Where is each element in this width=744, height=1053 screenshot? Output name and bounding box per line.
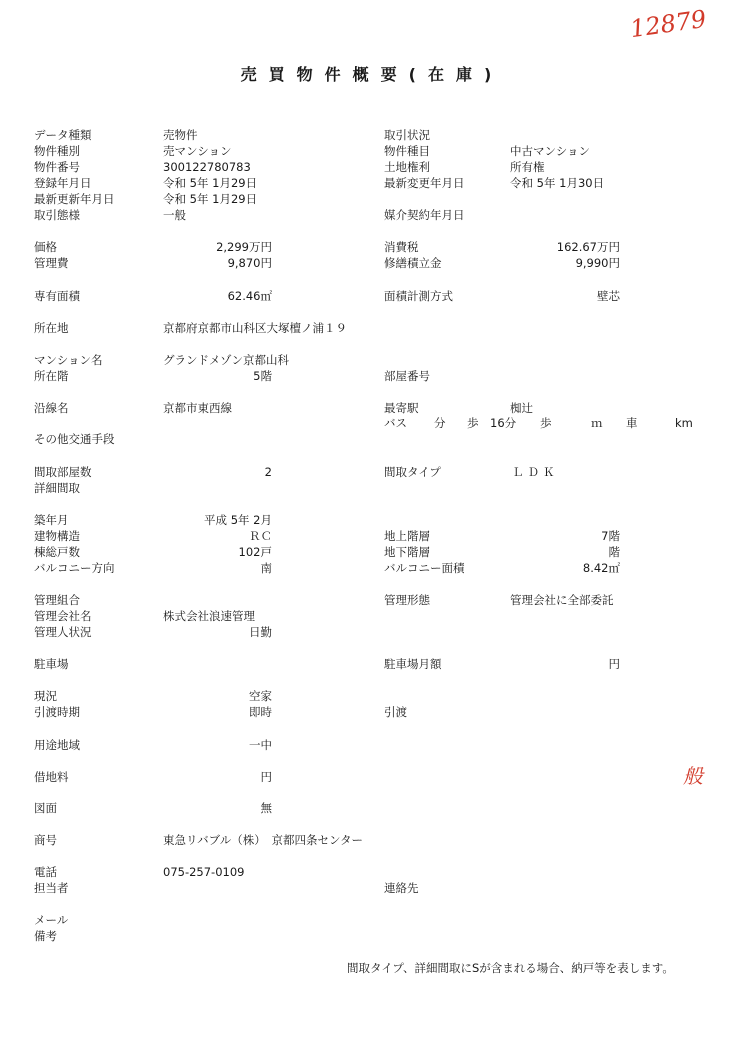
value-property-no: 300122780783 (163, 160, 251, 174)
value-area-method: 壁芯 (597, 289, 620, 303)
value-latest-change: 令和 5年 1月30日 (510, 176, 605, 190)
value-floors-above: 7階 (601, 529, 620, 543)
value-registered: 令和 5年 1月29日 (163, 176, 258, 190)
label-parking: 駐車場 (34, 657, 69, 671)
value-mgmt-form: 管理会社に全部委託 (510, 593, 614, 607)
label-handover: 引渡 (384, 705, 407, 719)
value-mgmt-company: 株式会社浪速管理 (163, 609, 255, 623)
value-phone: 075-257-0109 (163, 865, 245, 879)
label-status: 現況 (34, 689, 57, 703)
access-min: 分 (434, 416, 446, 430)
label-land-right: 土地権利 (384, 160, 430, 174)
handwritten-number: 12879 (628, 4, 708, 44)
handwritten-mark: 般 (683, 764, 703, 788)
value-repair-fund: 9,990円 (575, 256, 620, 270)
footnote: 間取タイプ、詳細間取にSが含まれる場合、納戸等を表します。 (347, 961, 674, 975)
value-parking-fee: 円 (608, 657, 620, 671)
label-units: 棟総戸数 (34, 545, 80, 559)
access-walk2: 歩 (540, 416, 552, 430)
access-walk: 歩 (467, 416, 479, 430)
label-category: 物件種目 (384, 144, 430, 158)
label-drawing: 図面 (34, 801, 57, 815)
value-balcony-area: 8.42㎡ (582, 561, 620, 575)
value-balcony-dir: 南 (260, 561, 272, 575)
value-land-rent: 円 (260, 770, 272, 784)
value-line: 京都市東西線 (163, 401, 232, 415)
label-staff: 担当者 (34, 881, 69, 895)
value-deal-mode: 一般 (163, 208, 186, 222)
label-remarks: 備考 (34, 929, 57, 943)
value-manager: 日勤 (249, 625, 272, 639)
value-property-kind: 売マンション (163, 144, 232, 158)
value-area: 62.46㎡ (227, 289, 272, 303)
page-title: 売買物件概要(在庫) (240, 65, 504, 84)
value-land-right: 所有権 (510, 160, 545, 174)
value-floor: 5階 (253, 369, 272, 383)
label-data-type: データ種類 (34, 128, 92, 142)
label-floor: 所在階 (34, 369, 69, 383)
label-parking-fee: 駐車場月額 (384, 657, 442, 671)
label-address: 所在地 (34, 321, 69, 335)
value-status: 空家 (249, 689, 272, 703)
label-balcony-dir: バルコニー方向 (34, 561, 115, 575)
label-handover-time: 引渡時期 (34, 705, 80, 719)
label-zoning: 用途地域 (34, 738, 80, 752)
label-assoc: 管理組合 (34, 593, 80, 607)
label-latest-change: 最新変更年月日 (384, 176, 465, 190)
label-line: 沿線名 (34, 401, 69, 415)
label-mansion: マンション名 (34, 353, 103, 367)
label-updated: 最新更新年月日 (34, 192, 115, 206)
value-trade-name: 東急リバブル（株） 京都四条センター (163, 833, 363, 847)
label-mgmt-form: 管理形態 (384, 593, 430, 607)
label-manager: 管理人状況 (34, 625, 92, 639)
label-land-rent: 借地料 (34, 770, 69, 784)
value-built: 平成 5年 2月 (204, 513, 272, 527)
access-m: ｍ (591, 416, 603, 430)
label-phone: 電話 (34, 865, 57, 879)
value-category: 中古マンション (510, 144, 590, 158)
label-deal-status: 取引状況 (384, 128, 430, 142)
value-price: 2,299万円 (216, 240, 272, 254)
label-station: 最寄駅 (384, 401, 419, 415)
value-station: 椥辻 (510, 401, 533, 415)
label-room-no: 部屋番号 (384, 369, 430, 383)
label-price: 価格 (34, 240, 57, 254)
label-property-no: 物件番号 (34, 160, 80, 174)
access-km: km (675, 416, 693, 430)
label-area-method: 面積計測方式 (384, 289, 453, 303)
value-units: 102戸 (238, 545, 272, 559)
access-car: 車 (626, 416, 638, 430)
label-structure: 建物構造 (34, 529, 80, 543)
label-contact: 連絡先 (384, 881, 419, 895)
label-floors-above: 地上階層 (384, 529, 430, 543)
label-room-detail: 詳細間取 (34, 481, 80, 495)
label-layout-type: 間取タイプ (384, 465, 441, 479)
label-other-transport: その他交通手段 (34, 432, 115, 446)
label-trade-name: 商号 (34, 833, 57, 847)
value-floors-below: 階 (608, 545, 620, 559)
label-balcony-area: バルコニー面積 (384, 561, 465, 575)
value-tax: 162.67万円 (556, 240, 620, 254)
value-mgmt-fee: 9,870円 (227, 256, 272, 270)
label-mgmt-fee: 管理費 (34, 256, 69, 270)
label-deal-mode: 取引態様 (34, 208, 80, 222)
value-address: 京都府京都市山科区大塚檀ノ浦１９ (163, 321, 347, 335)
value-data-type: 売物件 (163, 128, 198, 142)
label-area: 専有面積 (34, 289, 80, 303)
label-broker-contract: 媒介契約年月日 (384, 208, 465, 222)
label-rooms: 間取部屋数 (34, 465, 92, 479)
value-structure: ＲＣ (249, 529, 272, 543)
value-handover-time: 即時 (249, 705, 272, 719)
label-floors-below: 地下階層 (384, 545, 430, 559)
value-updated: 令和 5年 1月29日 (163, 192, 258, 206)
value-rooms: 2 (264, 465, 272, 479)
value-drawing: 無 (260, 801, 272, 815)
value-layout-type: ＬＤＫ (512, 465, 559, 479)
value-mansion: グランドメゾン京都山科 (163, 353, 290, 367)
label-property-kind: 物件種別 (34, 144, 80, 158)
label-registered: 登録年月日 (34, 176, 92, 190)
label-repair-fund: 修繕積立金 (384, 256, 442, 270)
value-zoning: 一中 (249, 738, 272, 752)
label-mail: メール (34, 913, 69, 927)
label-built: 築年月 (34, 513, 69, 527)
label-tax: 消費税 (384, 240, 419, 254)
access-bus: バス (384, 416, 407, 430)
access-walk-min: 16分 (490, 416, 517, 430)
label-mgmt-company: 管理会社名 (34, 609, 92, 623)
